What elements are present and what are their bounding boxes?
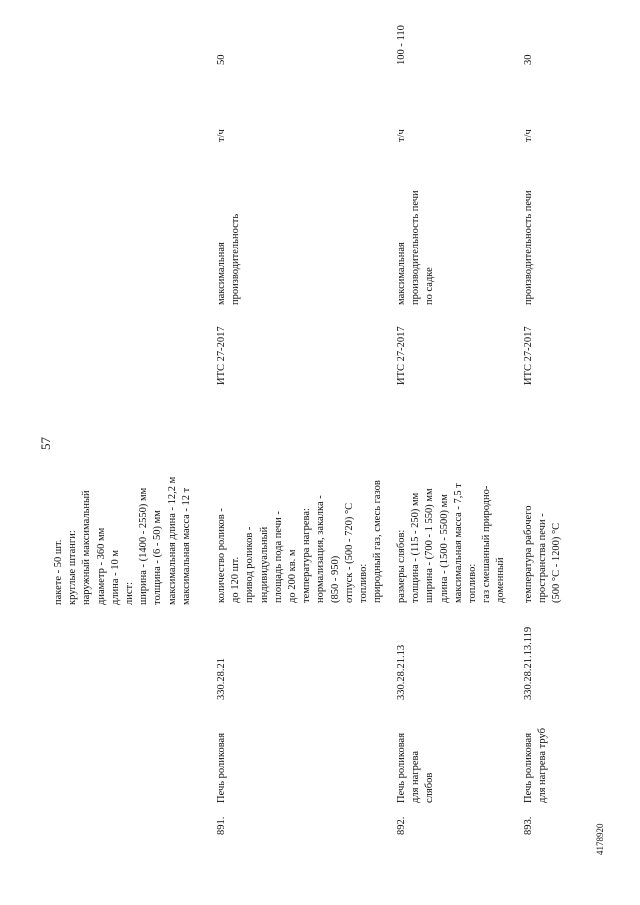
equipment-parameters: количество роликов - до 120 шт. привод роликов - индивидуальный площадь пода печи - до 200 кв. м температура нагрева: нормализация, закалка - (850 - 950) отпуск - (500 - 720) °C топливо: природный газ, смесь газов (216, 480, 384, 603)
row-number: 892. (396, 816, 407, 835)
indicator-value: 50 (216, 54, 227, 65)
equipment-code: 330.28.21.13.119 (523, 626, 534, 700)
equipment-code: 330.28.21 (216, 658, 227, 700)
row-number: 893. (523, 816, 534, 835)
unit: т/ч (216, 129, 227, 142)
unit: т/ч (523, 129, 534, 142)
its-reference: ИТС 27-2017 (523, 326, 534, 385)
indicator-name: производительность печи (523, 190, 534, 305)
indicator-name: максимальная производительность (216, 213, 242, 305)
its-reference: ИТС 27-2017 (216, 326, 227, 385)
indicator-value: 100 - 110 (396, 25, 407, 65)
equipment-parameters: размеры слябов: толщина - (115 - 250) мм ширина - (700 - 1 550) мм длина - (1500 - 5500) мм максимальная масса - 7,5 т топливо: газ смешанный природно- доменный (396, 483, 507, 603)
document-id: 4178920 (595, 823, 605, 855)
equipment-code: 330.28.21.13 (396, 644, 407, 700)
equipment-name: Печь роликовая (216, 732, 227, 803)
continuation-parameters: пакете - 50 шт. круглые штанги: наружный максимальный диаметр - 360 мм длина - 10 м лист: ширина - (1400 - 2550) мм толщина - (6 - 50) мм максимальная длина - 12,2 м максимальная масса - 12 т (53, 476, 192, 605)
its-reference: ИТС 27-2017 (396, 326, 407, 385)
indicator-name: максимальная производительность печи по садке (396, 190, 436, 305)
row-number: 891. (216, 816, 227, 835)
unit: т/ч (396, 129, 407, 142)
page-number: 57 (38, 437, 53, 450)
indicator-value: 30 (523, 54, 534, 65)
equipment-name: Печь роликовая для нагрева слябов (396, 732, 436, 803)
equipment-name: Печь роликовая для нагрева труб (523, 728, 549, 803)
equipment-parameters: температура рабочего пространства печи - (500 °C - 1200) °C (523, 505, 563, 603)
